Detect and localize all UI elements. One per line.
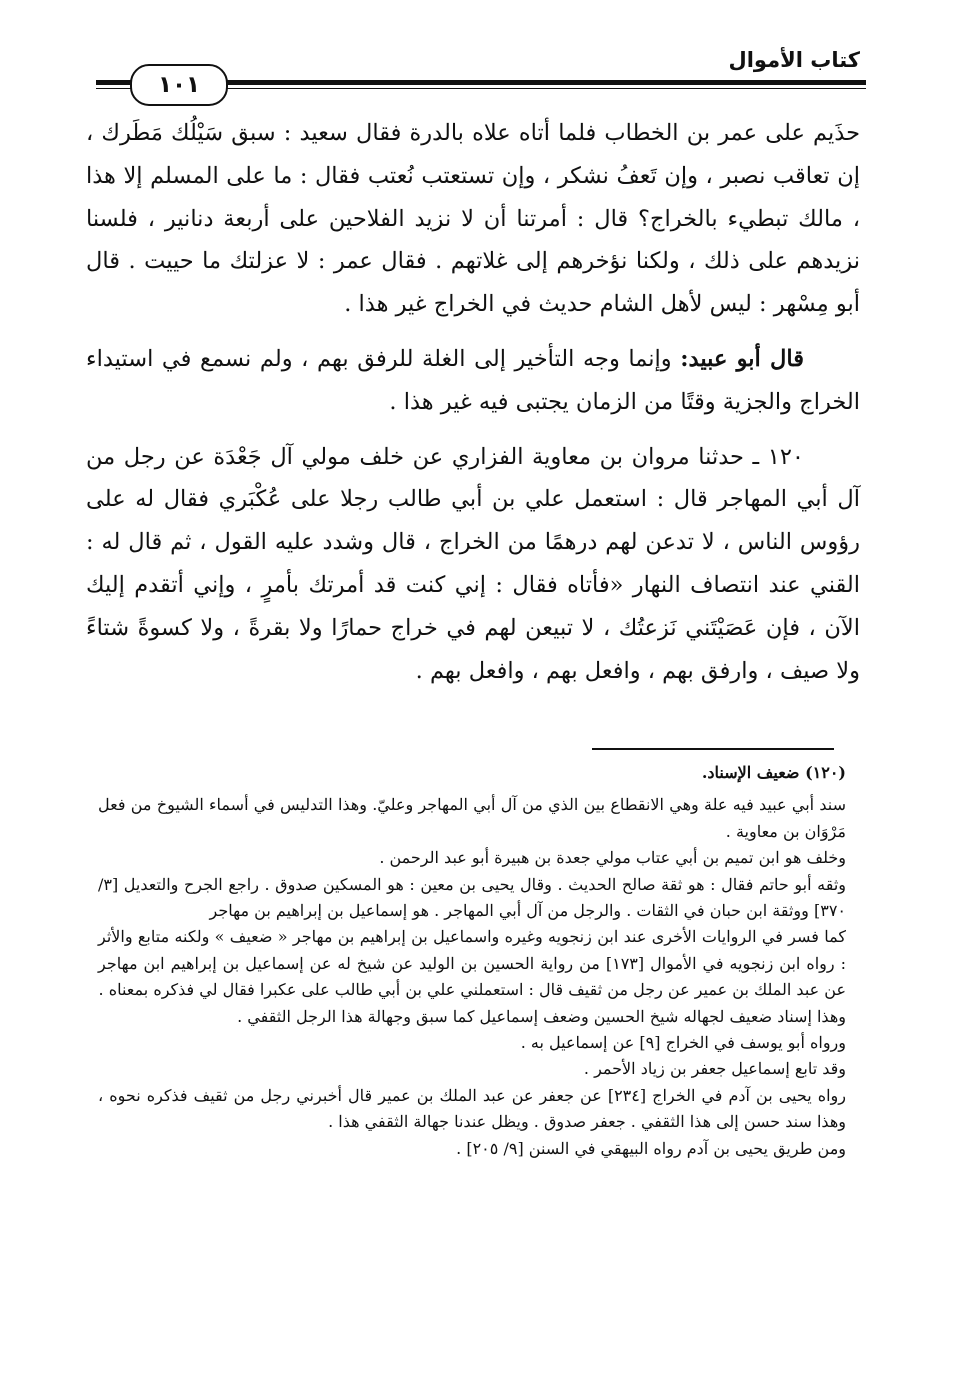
footnote-heading: (١٢٠) ضعيف الإسناد.: [701, 763, 846, 782]
footnote-line: وقد تابع إسماعيل جعفر بن زياد الأحمر .: [583, 1059, 846, 1079]
footnote-line: كما فسر في الروايات الأخرى عند ابن زنجويه وغيره واسماعيل بن إبراهيم بن مهاجر « ضعيف » ولكنه متابع والأثر : رواه ابن زنجويه في الأموال [١٧٣] من رواية الحسين بن الوليد عن شيخ له عن إسماعيل بن إبراهيم ابن مهاجر عن عبد الملك بن عمير عن رجل من ثقيف قال : استعملني علي بن أبي طالب على عكبرا فقال لي فذكره بمعناه .: [98, 927, 846, 1000]
page-number: ١٠١: [157, 72, 201, 98]
main-paragraph: [86, 338, 860, 424]
paragraph-lead: قال أبو عبيد:: [680, 345, 804, 372]
page-number-badge: [130, 64, 228, 106]
footnote-line: رواه يحيى بن آدم في الخراج [٢٣٤] عن جعفر عن عبد الملك بن عمير قال أخبرني رجل من ثقيف فذكره نحوه ، وهذا سند حسن إلى هذا الثقفي . جعفر صدوق . ويظل عندنا جهالة الثقفي هذا .: [98, 1085, 846, 1132]
running-header-title: كتاب الأموال: [728, 48, 860, 72]
footnote-line: وهذا إسناد ضعيف لجهاله شيخ الحسين وضعف إسماعيل كما سبق وجهالة هذا الرجل الثقفي .: [237, 1006, 846, 1026]
footnote-line: ورواه أبو يوسف في الخراج [٩] عن إسماعيل به .: [520, 1033, 846, 1053]
footnote-separator: [592, 748, 834, 750]
main-text: [86, 112, 860, 692]
footnotes: [98, 760, 846, 1162]
main-paragraph: ١٢٠ ـ حدثنا مروان بن معاوية الفزاري عن خلف مولي آل جَعْدَة عن رجل من آل أبي المهاجر قال : استعمل علي بن أبي طالب رجلا على عُكْبَري فقال له على رؤوس الناس ، لا تدعن لهم درهمًا من الخراج ، قال وشدد عليه القول ، ثم قال له : القني عند انتصاف النهار «فأتاه فقال : إني كنت قد أمرتك بأمرٍ ، وإني أتقدم إليك الآن ، فإن عَصَيْتَني نَزعتُك ، لا تبيعن لهم في خراج حمارًا ولا بقرةً ، ولا كسوةً شتاءً ولا صيف ، وارفق بهم ، وافعل بهم ، وافعل بهم .: [86, 443, 860, 684]
main-paragraph: حذَيم على عمر بن الخطاب فلما أتاه علاه بالدرة فقال سعيد : سبق سَيْلُك مَطَرك ، إن تعاقب نصبر ، وإن تَعفُ نشكر ، وإن تستعتب نُعتب فقال : ما على المسلم إلا هذا ، مالك تبطيء بالخراج؟ قال : أمرتنا أن لا نزيد الفلاحين على أربعة دنانير ، فلسنا نزيدهم على ذلك ، ولكنا نؤخرهم إلى غلاتهم . فقال عمر : لا عزلتك ما حييت . قال أبو مِسْهر : ليس لأهل الشام حديث في الخراج غير هذا .: [86, 120, 860, 318]
footnote-line: وخلف هو ابن تميم بن أبي عتاب مولي جعدة بن هبيرة أبو عبد الرحمن .: [379, 848, 846, 868]
paragraph-body: وإنما وجه التأخير إلى الغلة للرفق بهم ، ولم نسمع في استيداء الخراج والجزية وقتًا من الزمان يجتبى فيه غير هذا .: [86, 345, 860, 415]
footnote-line: ومن طريق يحيى بن آدم رواه البيهقي في السنن [٩/ ٢٠٥] .: [456, 1138, 846, 1158]
footnote-line: سند أبي عبيد فيه علة وهي الانقطاع بين الذي من آل أبي المهاجر وعليّ. وهذا التدليس في أسماء الشيوخ من فعل مَرْوَان بن معاوية .: [98, 795, 846, 841]
footnote-line: وثقه أبو حاتم فقال : هو ثقة صالح الحديث . وقال يحيى بن معين : هو المسكين صدوق . راجع الجرح والتعديل [٣/ ٣٧٠] ووثقة ابن حبان في الثقات . والرجل من آل أبي المهاجر . هو إسماعيل بن إبراهيم بن مهاجر: [98, 874, 846, 921]
